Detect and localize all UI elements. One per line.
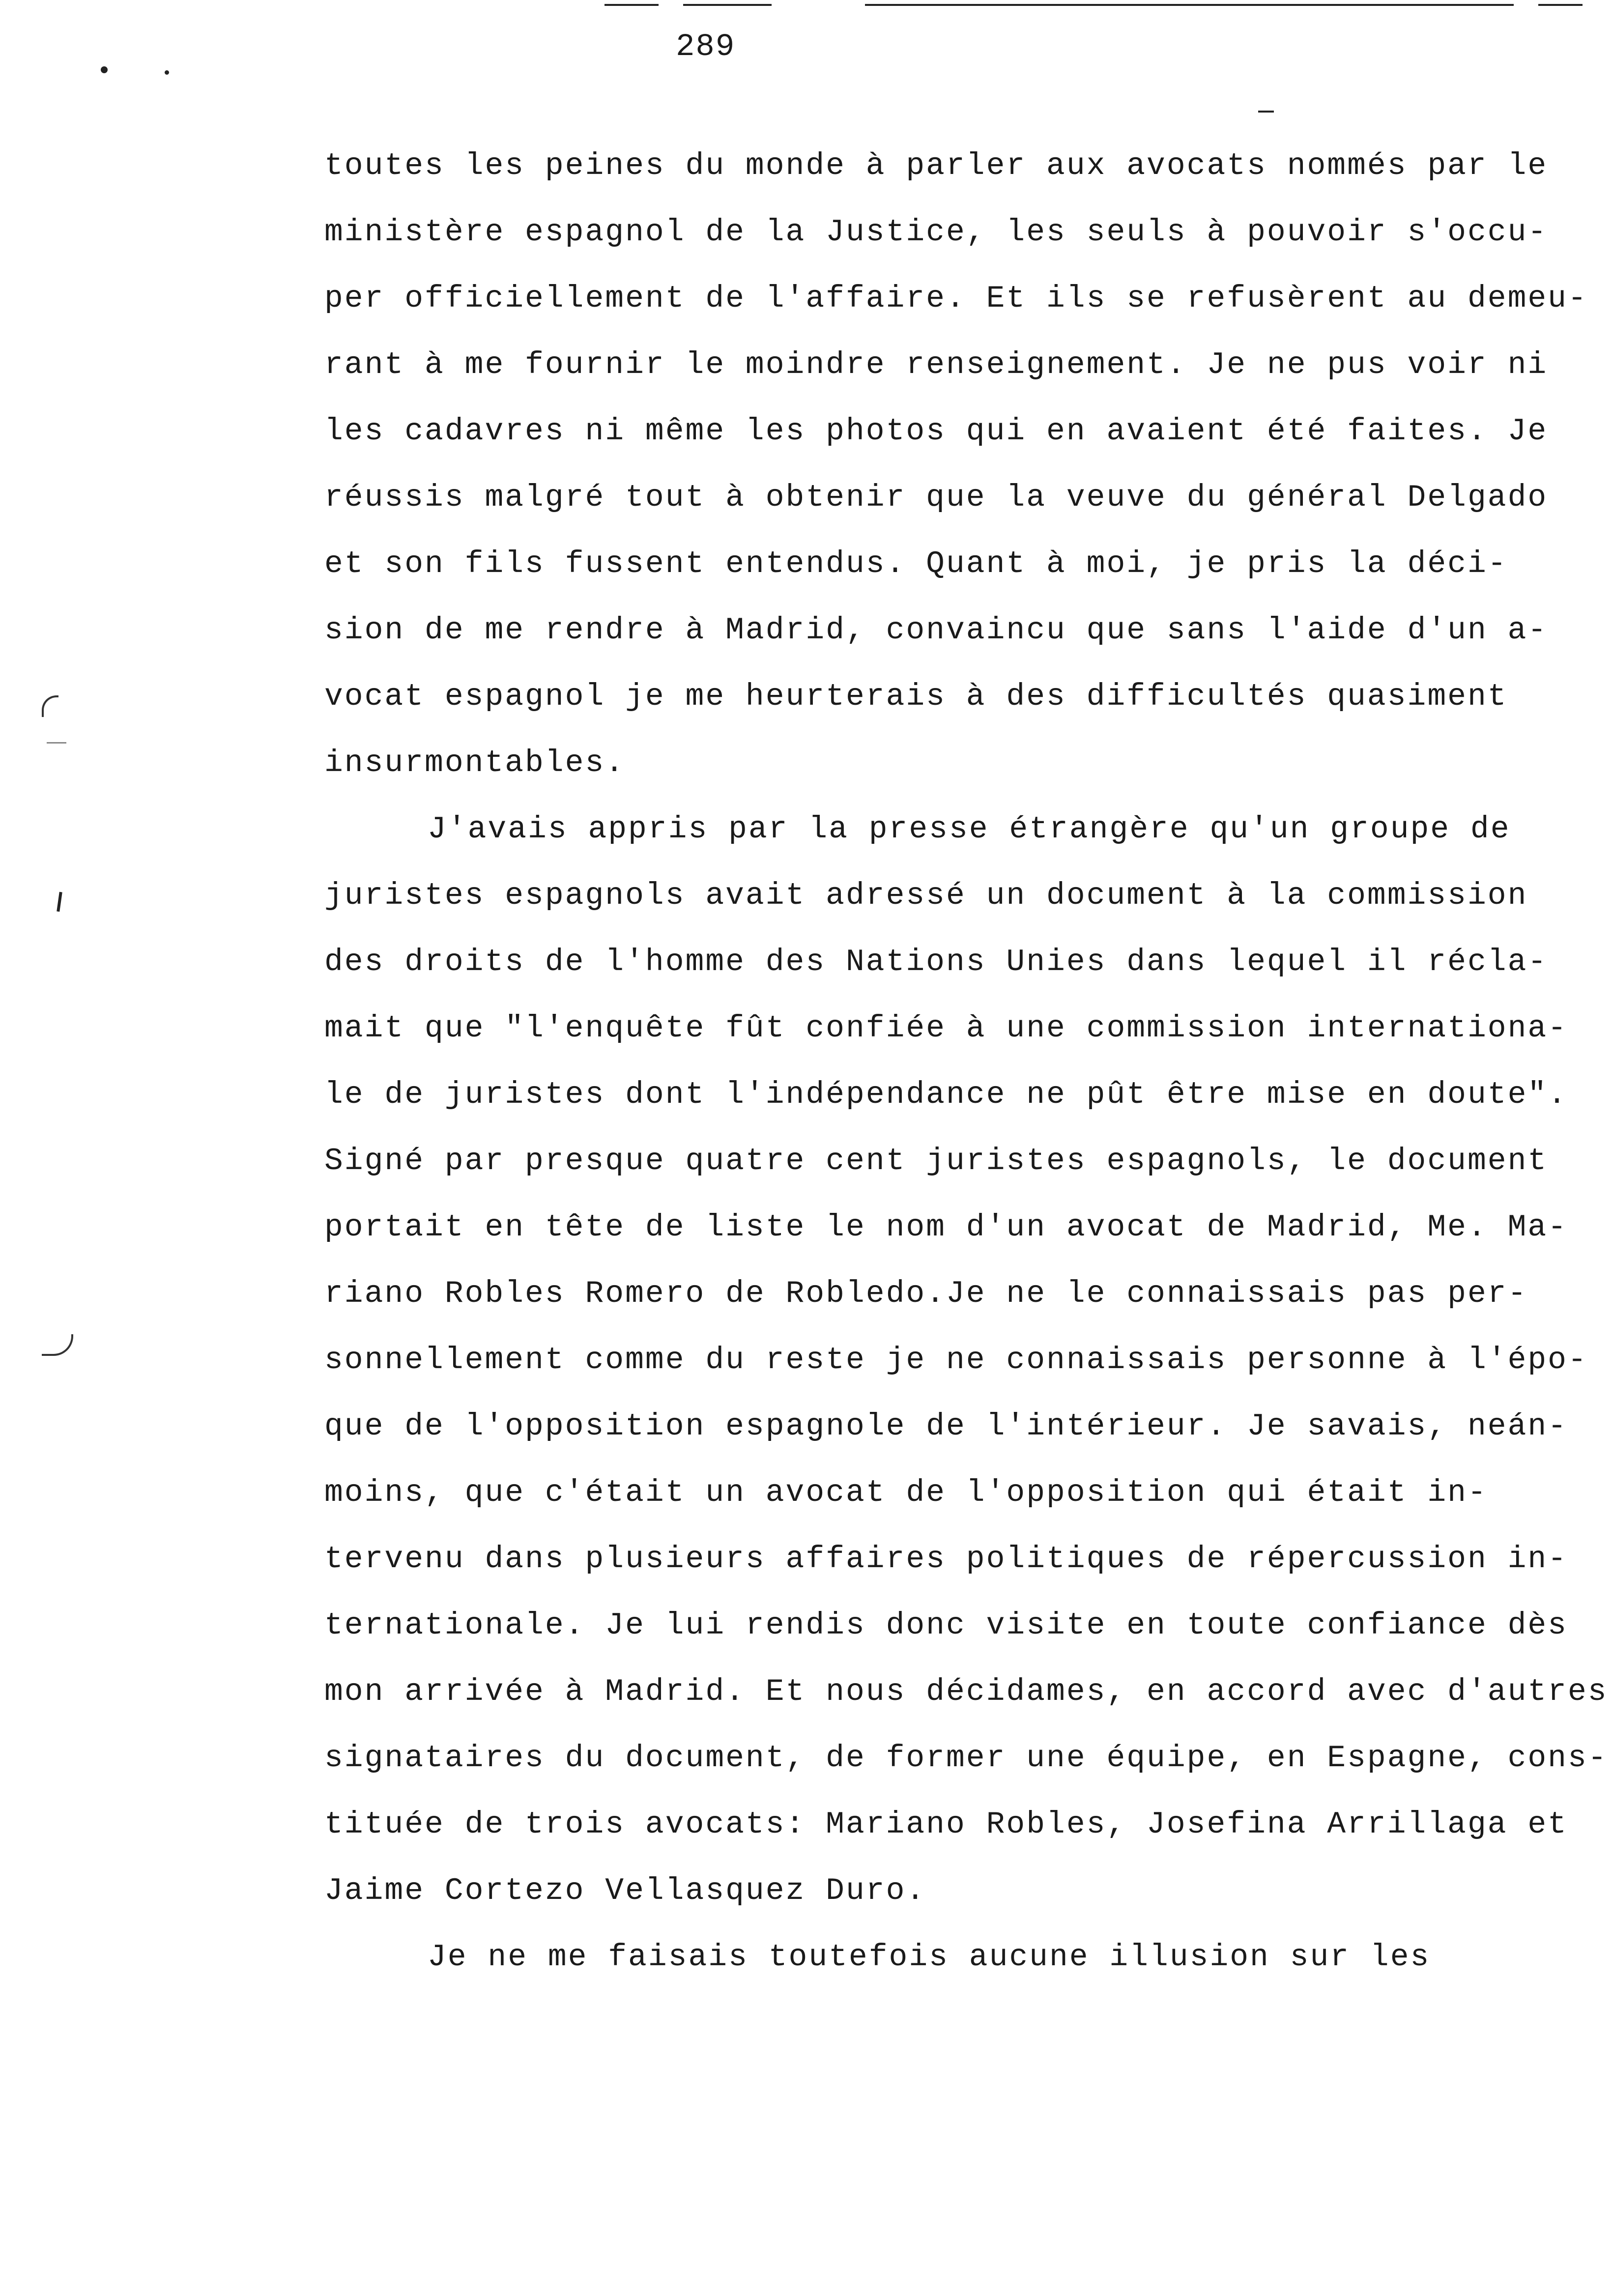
text-line: Je ne me faisais toutefois aucune illusion sur les [428, 1940, 1431, 1975]
text-line: vocat espagnol je me heurterais à des difficultés quasiment [324, 679, 1508, 714]
text-line: que de l'opposition espagnole de l'intérieur. Je savais, neán- [324, 1409, 1568, 1444]
text-line: portait en tête de liste le nom d'un avocat de Madrid, Me. Ma- [324, 1210, 1568, 1245]
top-rule [683, 4, 772, 6]
text-line: sonnellement comme du reste je ne connaissais personne à l'épo- [324, 1343, 1588, 1378]
text-line: réussis malgré tout à obtenir que la veuve du général Delgado [324, 480, 1548, 515]
text-line: signataires du document, de former une équipe, en Espagne, cons- [324, 1741, 1608, 1776]
page-number: 289 [676, 29, 736, 65]
text-line: juristes espagnols avait adressé un document à la commission [324, 878, 1528, 913]
text-line: rant à me fournir le moindre renseignement. Je ne pus voir ni [324, 347, 1548, 382]
margin-dot [101, 66, 108, 73]
body-text [324, 133, 1612, 1990]
margin-pencil-mark [42, 1334, 73, 1356]
top-rule [865, 4, 1514, 6]
text-line: tituée de trois avocats: Mariano Robles, Josefina Arrillaga et [324, 1807, 1568, 1842]
margin-pencil-mark [47, 742, 66, 744]
text-line: et son fils fussent entendus. Quant à moi, je pris la déci- [324, 546, 1508, 581]
text-line: J'avais appris par la presse étrangère qu'un groupe de [428, 812, 1511, 847]
margin-pencil-mark [42, 695, 58, 717]
text-line: des droits de l'homme des Nations Unies dans lequel il récla- [324, 945, 1548, 979]
text-line: tervenu dans plusieurs affaires politiques de répercussion in- [324, 1542, 1568, 1577]
margin-pencil-mark [57, 892, 62, 912]
text-line: insurmontables. [324, 746, 626, 780]
top-rule [604, 4, 659, 6]
text-line: sion de me rendre à Madrid, convaincu que sans l'aide d'un a- [324, 613, 1548, 648]
text-line: ternationale. Je lui rendis donc visite en toute confiance dès [324, 1608, 1568, 1643]
margin-dot [165, 70, 169, 75]
top-rule [1538, 4, 1583, 6]
text-line: ministère espagnol de la Justice, les seuls à pouvoir s'occu- [324, 215, 1548, 250]
text-line: Signé par presque quatre cent juristes espagnols, le document [324, 1144, 1548, 1178]
text-line: les cadavres ni même les photos qui en avaient été faites. Je [324, 414, 1548, 449]
text-line: Jaime Cortezo Vellasquez Duro. [324, 1873, 926, 1908]
text-line: per officiellement de l'affaire. Et ils se refusèrent au demeu- [324, 281, 1588, 316]
text-line: mait que "l'enquête fût confiée à une commission internationa- [324, 1011, 1568, 1046]
text-line: moins, que c'était un avocat de l'opposition qui était in- [324, 1475, 1488, 1510]
text-line: le de juristes dont l'indépendance ne pût être mise en doute". [324, 1077, 1568, 1112]
text-line: toutes les peines du monde à parler aux avocats nommés par le [324, 148, 1548, 183]
margin-tick [1258, 111, 1274, 113]
text-line: mon arrivée à Madrid. Et nous décidames, en accord avec d'autres [324, 1674, 1608, 1709]
text-line: riano Robles Romero de Robledo.Je ne le connaissais pas per- [324, 1276, 1528, 1311]
